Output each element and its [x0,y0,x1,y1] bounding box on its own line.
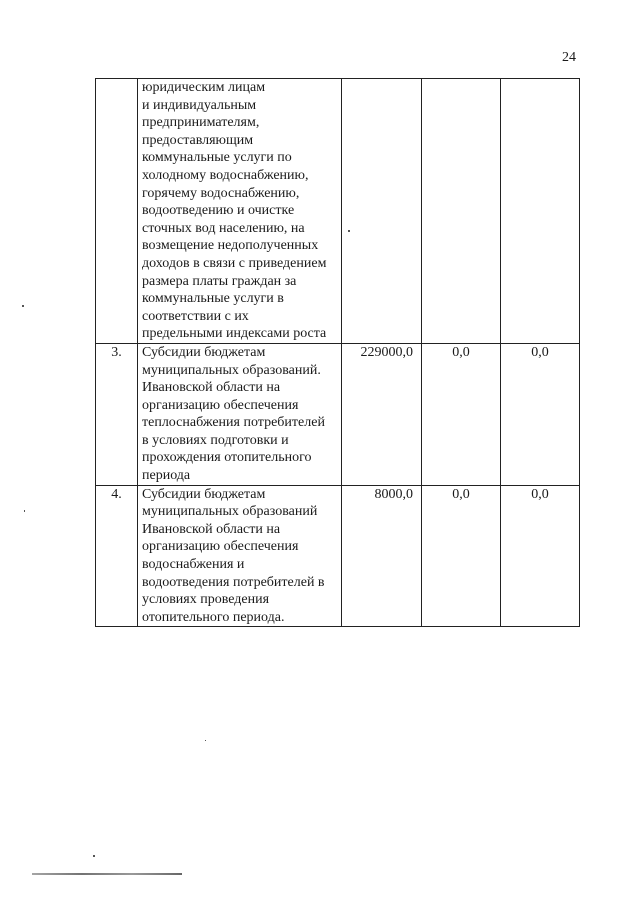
scan-speck [205,740,206,741]
description-line: юридическим лицам [142,80,266,95]
row-description [138,485,342,627]
scan-speck [24,510,25,512]
description-line: Субсидии бюджетам [142,344,266,360]
description-line: Ивановской области на [142,380,281,396]
amount-year-1: 229000,0 [342,343,422,485]
description-line: условиях проведения [142,592,270,608]
row-description [138,343,342,485]
description-line: муниципальных образований. [142,362,321,378]
scan-speck [348,230,350,232]
table-row [96,485,580,627]
description-line: организацию обеспечения [142,539,299,555]
description-line: доходов в связи с приведением [142,255,327,271]
table-row [96,343,580,485]
description-line: организацию обеспечения [142,397,299,413]
description-line: коммунальные услуги по [142,150,292,166]
amount-year-1: 8000,0 [342,485,422,627]
page-number: 24 [562,50,576,65]
row-number: 3. [96,343,138,485]
description-line: холодному водоснабжению, [142,167,309,183]
description-line: соответствии с их [142,308,249,324]
description-line: предпринимателям, [142,115,260,131]
description-line: прохождения отопительного [142,450,312,466]
description-line: муниципальных образований [142,504,318,520]
table-row [96,79,580,344]
description-line: коммунальные услуги в [142,291,284,307]
description-line: предоставляющим [142,132,254,148]
description-line: горячему водоснабжению, [142,185,300,201]
amount-year-3: 0,0 [501,485,580,627]
description-line: сточных вод населению, на [142,220,305,236]
amount-year-2: 0,0 [422,343,501,485]
scan-speck [22,305,24,307]
subsidy-table [95,78,580,627]
description-line: водоотведения потребителей в [142,574,325,590]
description-line: Ивановской области на [142,521,281,537]
row-number [96,79,138,344]
amount-year-3: 0,0 [501,343,580,485]
amount-year-2 [422,79,501,344]
description-line: размера платы граждан за [142,273,297,289]
scan-edge-mark [32,873,182,875]
description-line: водоснабжения и [142,557,245,573]
description-line: теплоснабжения потребителей [142,415,325,431]
description-line: в условиях подготовки и [142,432,289,448]
scan-speck [93,855,95,857]
description-line: и индивидуальным [142,97,257,113]
description-line: отопительного периода. [142,609,285,625]
amount-year-3 [501,79,580,344]
description-line: периода [142,468,191,484]
description-line: Субсидии бюджетам [142,486,266,502]
amount-year-1 [342,79,422,344]
description-line: возмещение недополученных [142,238,319,254]
amount-year-2: 0,0 [422,485,501,627]
row-description [138,79,342,344]
description-line: водоотведению и очистке [142,203,295,219]
row-number: 4. [96,485,138,627]
description-line: предельными индексами роста [142,326,327,342]
